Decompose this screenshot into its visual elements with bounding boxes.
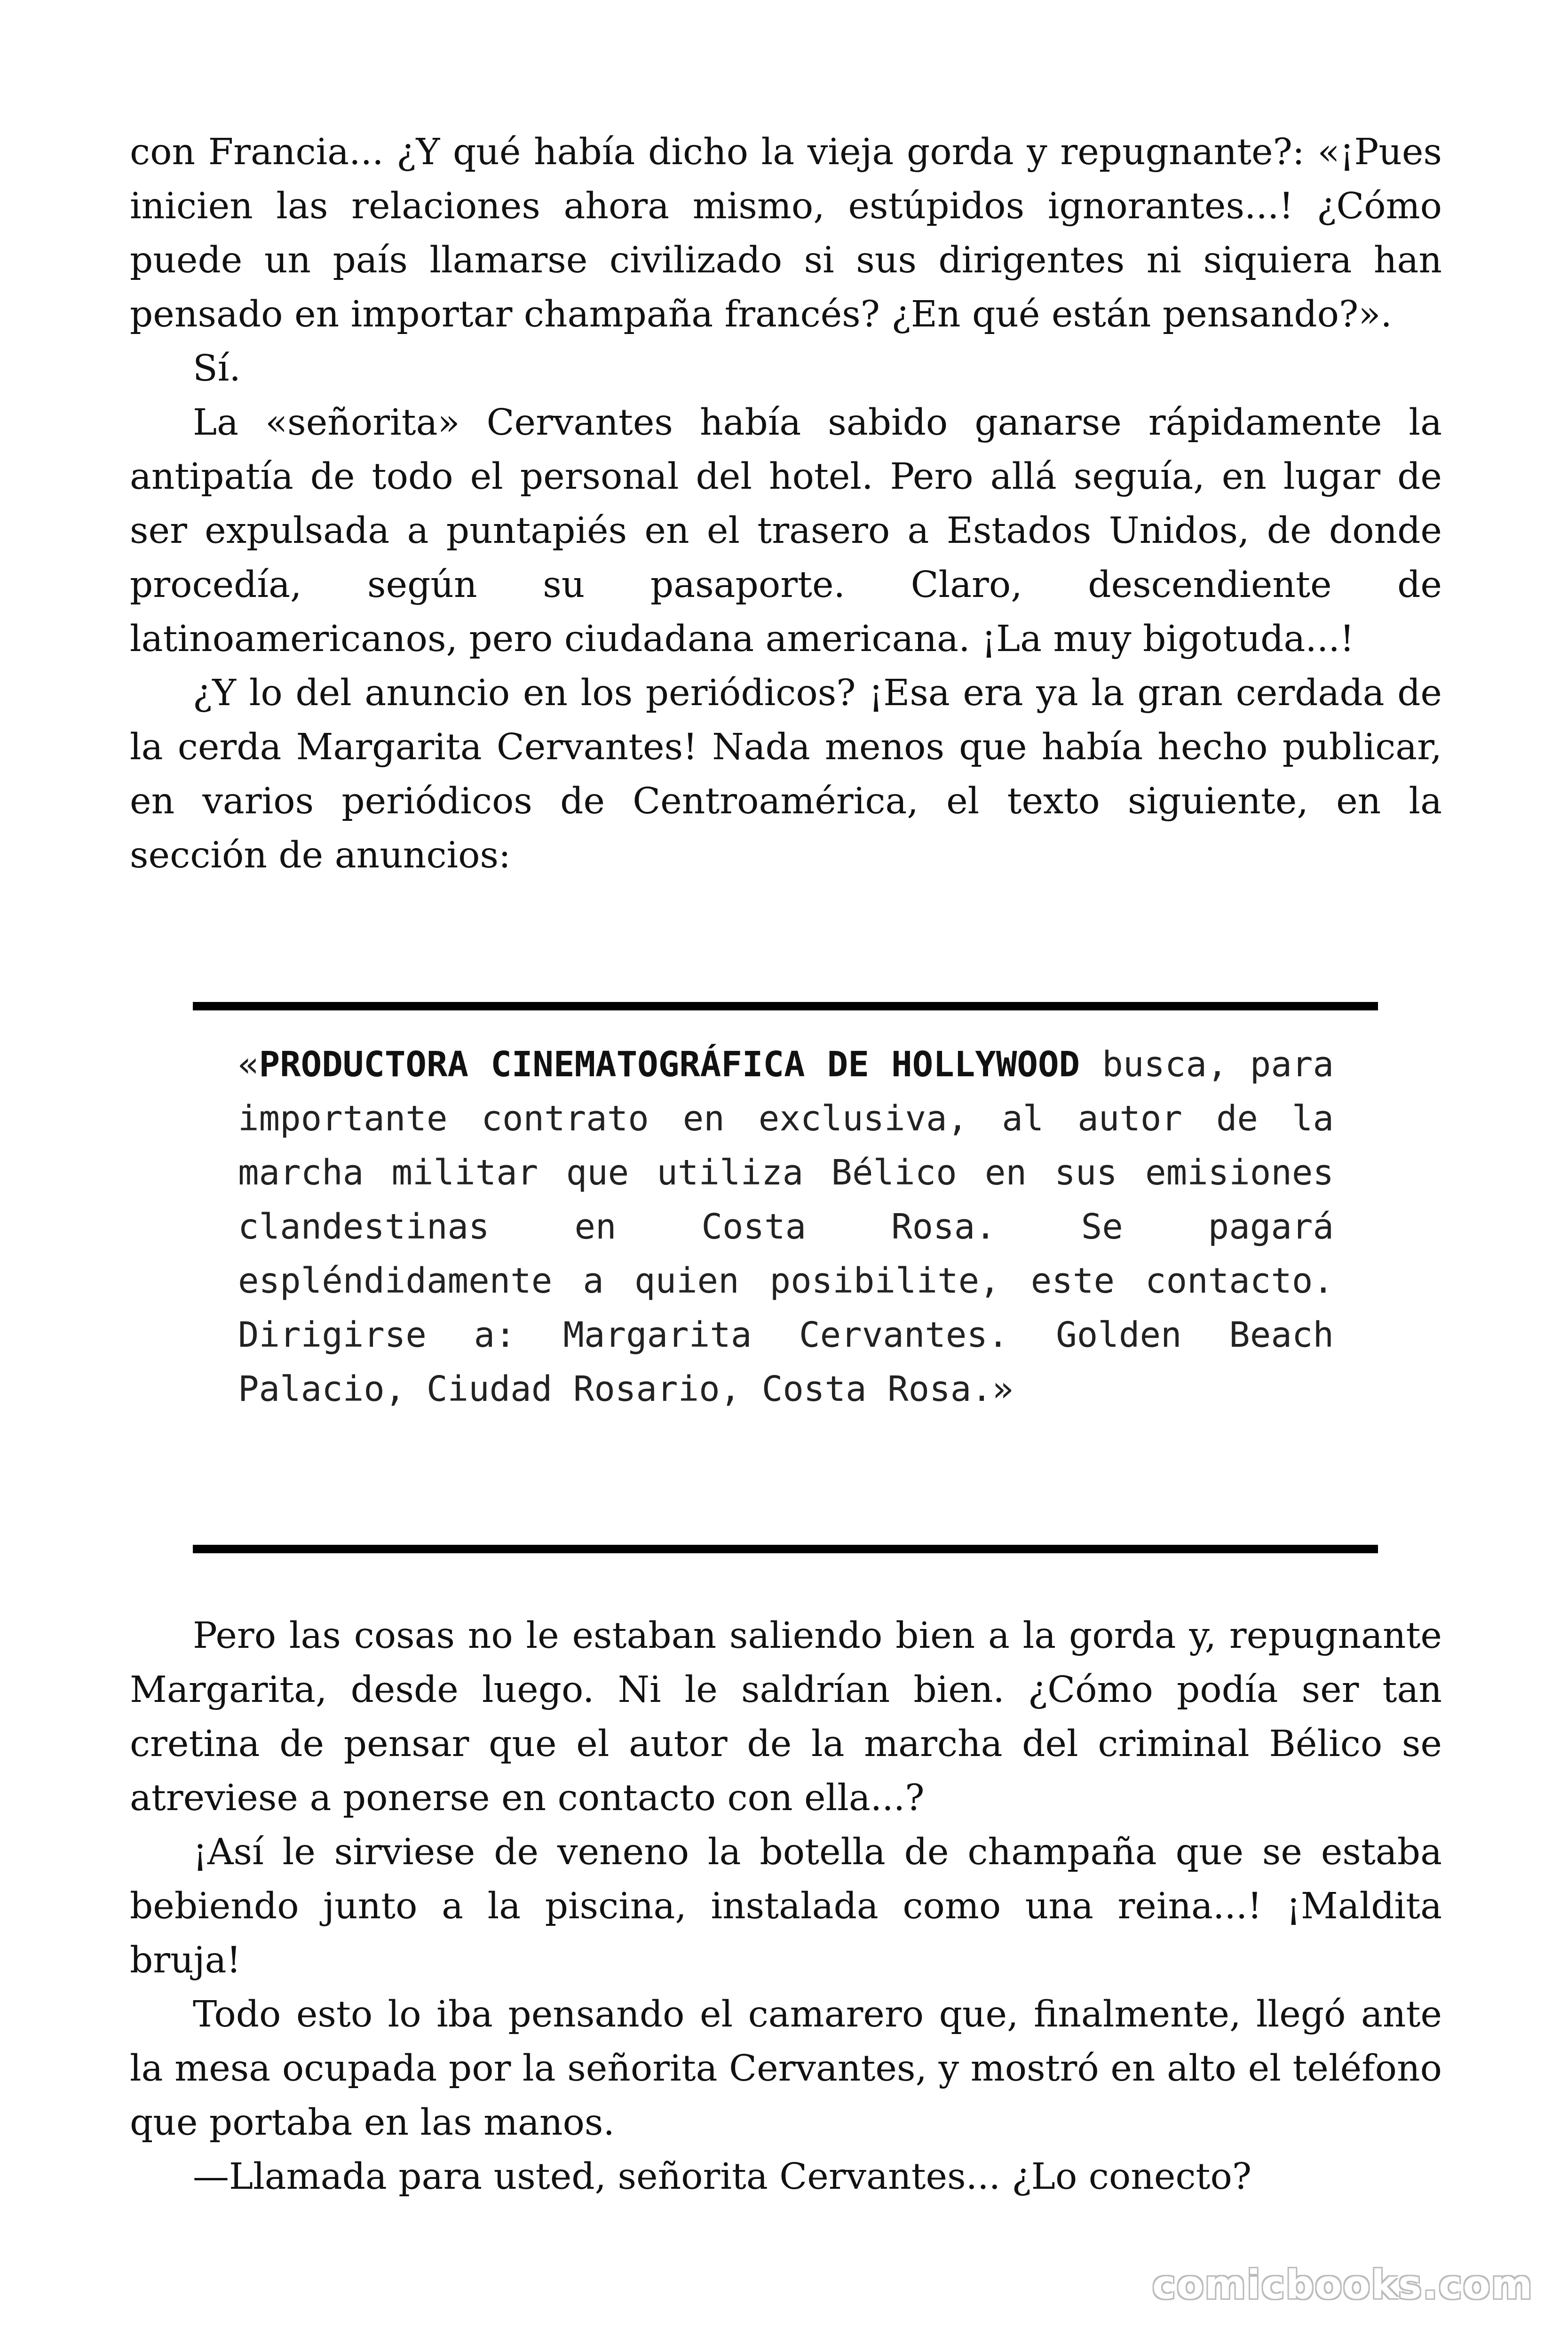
paragraph: Pero las cosas no le estaban saliendo bien a la gorda y, repugnante Margarita, desde luego. Ni le saldrían bien. ¿Cómo podía ser tan cretina de pensar que el autor de la marcha del criminal Bélico se atreviese a ponerse en contacto con ella...?: [130, 1615, 1442, 1819]
paragraph: Todo esto lo iba pensando el camarero que, finalmente, llegó ante la mesa ocupada por la señorita Cervantes, y mostró en alto el teléfono que portaba en las manos.: [130, 1994, 1442, 2144]
paragraph: con Francia... ¿Y qué había dicho la vieja gorda y repugnante?: «¡Pues inicien las relaciones ahora mismo, estúpidos ignorantes...! ¿Cómo puede un país llamarse civilizado si sus dirigentes ni siquiera han pensado en importar champaña francés? ¿En qué están pensando?».: [130, 131, 1442, 335]
paragraph: La «señorita» Cervantes había sabido ganarse rápidamente la antipatía de todo el personal del hotel. Pero allá seguía, en lugar de ser expulsada a puntapiés en el trasero a Estados Unidos, de donde procedía, según su pasaporte. Claro, descendiente de latinoamericanos, pero ciudadana americana. ¡La muy bigotuda...!: [130, 402, 1442, 660]
newspaper-notice: [193, 1002, 1378, 1553]
notice-text: [238, 1038, 1334, 1416]
paragraph: Sí.: [193, 348, 241, 389]
notice-open-quote: «: [238, 1044, 259, 1085]
paragraph: ¡Así le sirviese de veneno la botella de champaña que se estaba bebiendo junto a la piscina, instalada como una reina...! ¡Maldita bruja!: [130, 1831, 1442, 1981]
notice-body: busca, para importante contrato en exclusiva, al autor de la marcha militar que utiliza Bélico en sus emisiones clandestinas en Costa Rosa. Se pagará espléndidamente a quien posibilite, este contacto. Dirigirse a: Margarita Cervantes. Golden Beach Palacio, Ciudad Rosario, Costa Rosa.»: [238, 1044, 1334, 1409]
top-text-block: [130, 125, 1442, 882]
watermark-logo: comicbooks.com: [1152, 2262, 1533, 2308]
paragraph: —Llamada para usted, señorita Cervantes... ¿Lo conecto?: [193, 2156, 1252, 2198]
notice-heading: PRODUCTORA CINEMATOGRÁFICA DE HOLLYWOOD: [259, 1044, 1080, 1085]
bottom-text-block: [130, 1609, 1442, 2204]
paragraph: ¿Y lo del anuncio en los periódicos? ¡Esa era ya la gran cerdada de la cerda Margarita Cervantes! Nada menos que había hecho publicar, en varios periódicos de Centroamérica, el texto siguiente, en la sección de anuncios:: [130, 672, 1442, 876]
notice-top-rule: [193, 1002, 1378, 1010]
notice-bottom-rule: [193, 1545, 1378, 1553]
